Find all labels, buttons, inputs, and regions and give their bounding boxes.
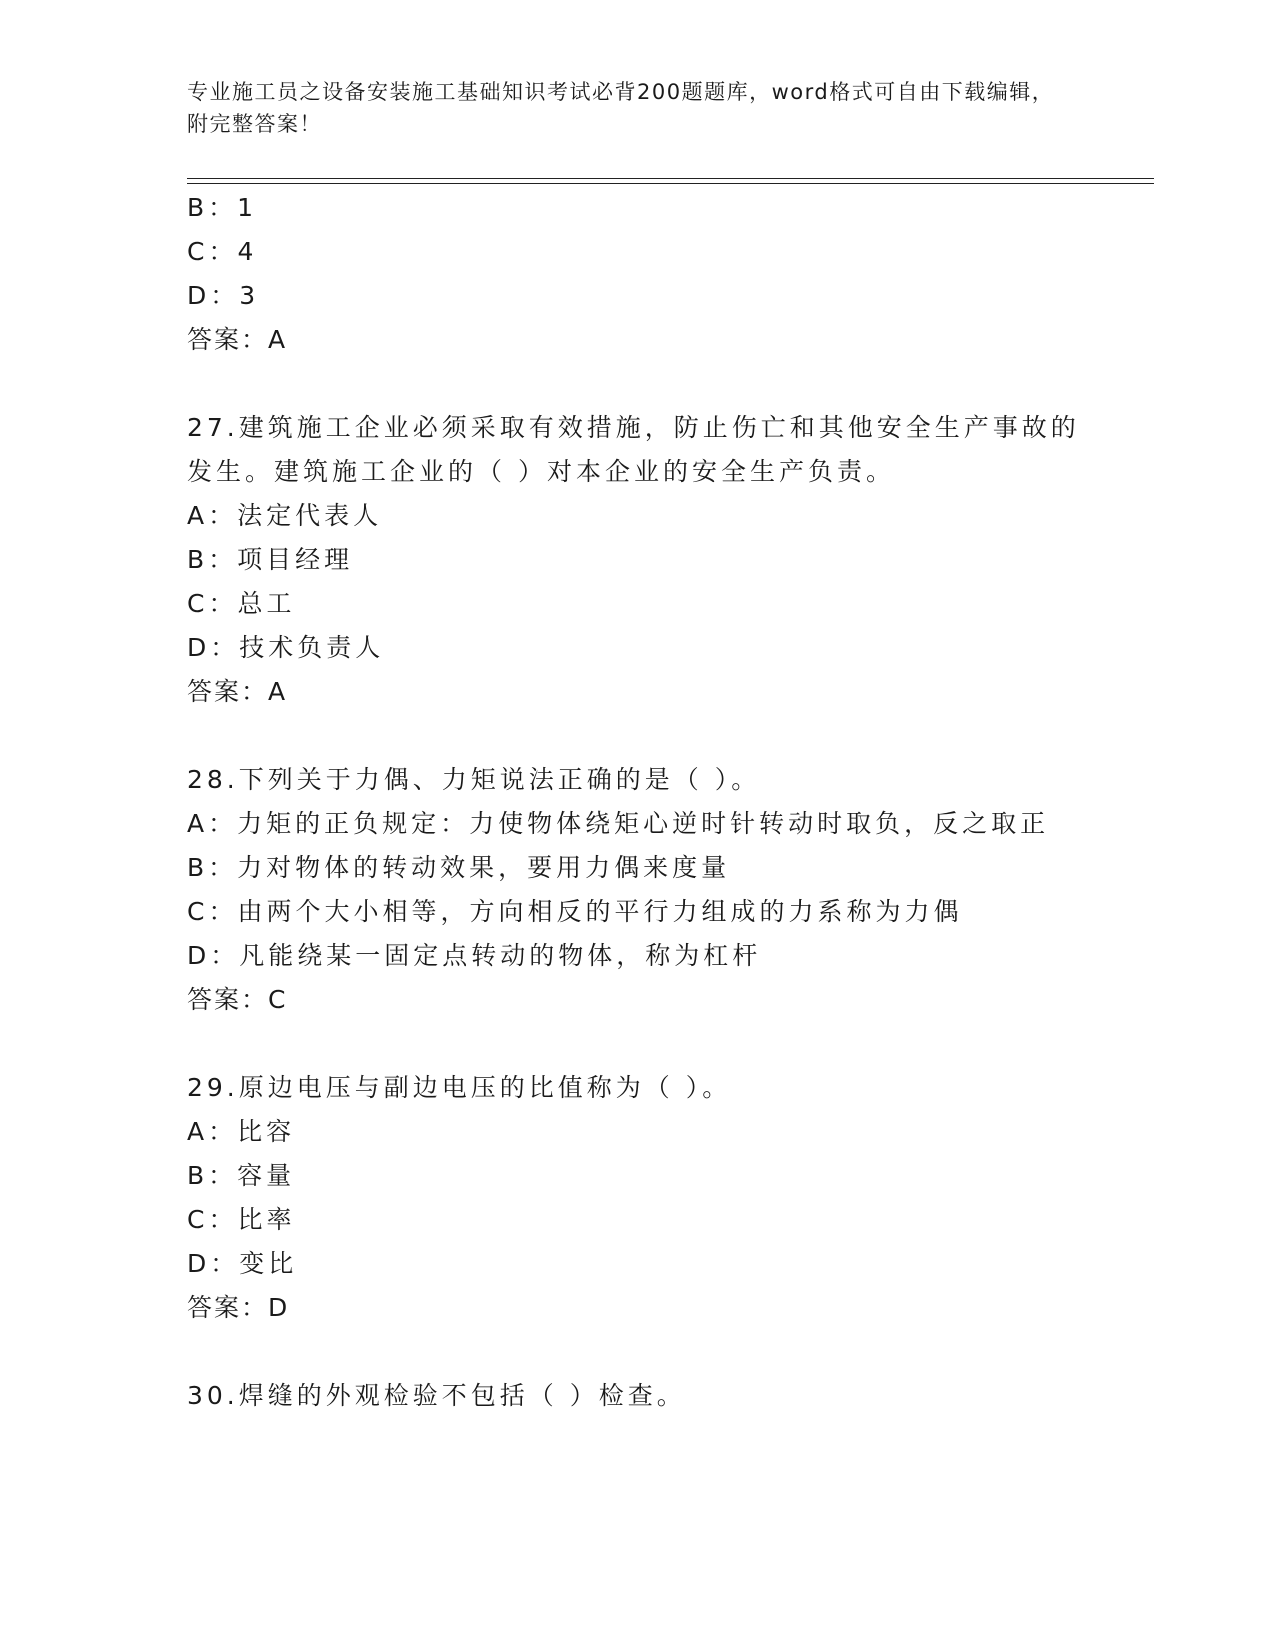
question-28-answer: 答案：C <box>187 985 288 1014</box>
header-rule-top <box>187 178 1154 179</box>
question-29-answer: 答案：D <box>187 1293 290 1322</box>
question-28-option-a: A：力矩的正负规定：力使物体绕矩心逆时针转动时取负，反之取正 <box>187 809 1050 838</box>
document-header: 专业施工员之设备安装施工基础知识考试必背200题题库，word格式可自由下载编辑，附完整答案！ <box>187 80 1055 136</box>
question-29-option-a: A：比容 <box>187 1117 296 1146</box>
header-rule-bottom <box>187 183 1154 184</box>
question-29-option-c: C：比率 <box>187 1205 296 1234</box>
question-29-text: 29.原边电压与副边电压的比值称为（ ）。 <box>187 1073 732 1102</box>
option-c: C：4 <box>187 237 258 266</box>
question-29-option-b: B：容量 <box>187 1161 296 1190</box>
question-28-option-d: D：凡能绕某一固定点转动的物体，称为杠杆 <box>187 941 762 970</box>
option-d: D：3 <box>187 281 260 310</box>
question-27-option-d: D：技术负责人 <box>187 633 385 662</box>
question-27-option-b: B：项目经理 <box>187 545 354 574</box>
question-30-text: 30.焊缝的外观检验不包括（ ）检查。 <box>187 1381 686 1410</box>
question-28-text: 28.下列关于力偶、力矩说法正确的是（ ）。 <box>187 765 761 794</box>
answer-line: 答案：A <box>187 325 288 354</box>
option-b: B：1 <box>187 193 258 222</box>
question-29-option-d: D：变比 <box>187 1249 298 1278</box>
question-27-text-cont: 发生。建筑施工企业的（ ）对本企业的安全生产负责。 <box>187 457 895 486</box>
question-27-option-a: A：法定代表人 <box>187 501 383 530</box>
question-27-option-c: C：总工 <box>187 589 296 618</box>
question-28-option-b: B：力对物体的转动效果，要用力偶来度量 <box>187 853 731 882</box>
question-27-answer: 答案：A <box>187 677 288 706</box>
question-28-option-c: C：由两个大小相等，方向相反的平行力组成的力系称为力偶 <box>187 897 963 926</box>
question-27-text: 27.建筑施工企业必须采取有效措施，防止伤亡和其他安全生产事故的 <box>187 413 1080 442</box>
